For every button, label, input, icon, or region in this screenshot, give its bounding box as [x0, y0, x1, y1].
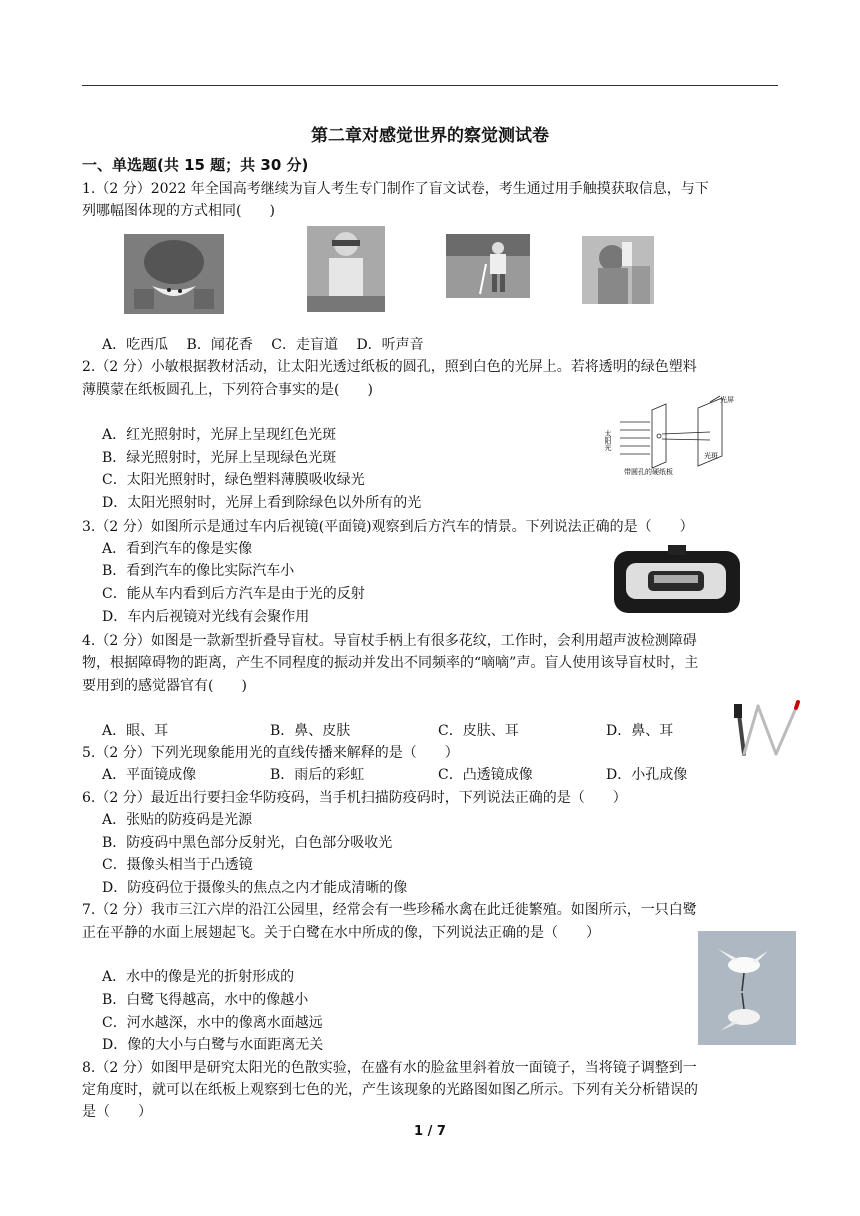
q5-option-a: A．平面镜成像: [102, 767, 197, 783]
q3-line-1: 3.（2 分）如图所示是通过车内后视镜(平面镜)观察到后方汽车的情景。下列说法正确的是（ ）: [82, 519, 694, 535]
q3-mirror-image: [612, 545, 742, 617]
q8-line-3: 是（ ）: [82, 1104, 152, 1120]
q2-option-b: B．绿光照射时，光屏上呈现绿色光斑: [102, 450, 337, 466]
q5-option-d: D．小孔成像: [606, 767, 688, 783]
q4-option-a: A．眼、耳: [102, 723, 169, 739]
q2-line-1: 2.（2 分）小敏根据教材活动，让太阳光透过纸板的圆孔，照到白色的光屏上。若将透明的绿色塑料: [82, 359, 697, 375]
q4-line-3: 要用到的感觉器官有( ): [82, 678, 247, 694]
page-title: 第二章对感觉世界的察觉测试卷: [311, 126, 549, 146]
q4-option-b: B．鼻、皮肤: [270, 723, 351, 739]
q7-option-c: C．河水越深，水中的像离水面越远: [102, 1015, 323, 1031]
q4-option-c: C．皮肤、耳: [438, 723, 519, 739]
q2-option-a: A．红光照射时，光屏上呈现红色光斑: [102, 427, 337, 443]
header-rule: [82, 85, 778, 86]
q3-option-b: B．看到汽车的像比实际汽车小: [102, 563, 295, 579]
q7-option-d: D．像的大小与白鹭与水面距离无关: [102, 1037, 324, 1053]
q2-label-screen: 光屏: [720, 396, 734, 404]
q7-option-a: A．水中的像是光的折射形成的: [102, 969, 295, 985]
q7-egret-image: [698, 931, 796, 1045]
q2-option-c: C．太阳光照射时，绿色塑料薄膜吸收绿光: [102, 472, 365, 488]
q6-line-1: 6.（2 分）最近出行要扫金华防疫码，当手机扫描防疫码时，下列说法正确的是（ ）: [82, 790, 627, 806]
q8-line-1: 8.（2 分）如图甲是研究太阳光的色散实验，在盛有水的脸盆里斜着放一面镜子，当将镜子调整到一: [82, 1060, 697, 1076]
q8-line-2: 定角度时，就可以在纸板上观察到七色的光，产生该现象的光路图如图乙所示。下列有关分析错误的: [82, 1082, 698, 1098]
q3-option-a: A．看到汽车的像是实像: [102, 541, 253, 557]
section-heading: 一、单选题(共 15 题；共 30 分): [82, 156, 309, 174]
q2-option-d: D．太阳光照射时，光屏上看到除绿色以外所有的光: [102, 495, 422, 511]
q4-option-d: D．鼻、耳: [606, 723, 674, 739]
q1-line-1: 1.（2 分）2022 年全国高考继续为盲人考生专门制作了盲文试卷，考生通过用手触摸获取信息，与下: [82, 181, 709, 197]
q6-option-c: C．摄像头相当于凸透镜: [102, 857, 253, 873]
q2-label-sun: 太阳光: [604, 430, 612, 451]
q4-line-2: 物，根据障碍物的距离，产生不同程度的振动并发出不同频率的“嘀嘀”声。盲人使用该导盲杖时，主: [82, 655, 699, 671]
q1-image-blind-path: [446, 234, 530, 298]
q6-option-a: A．张贴的防疫码是光源: [102, 812, 253, 828]
q7-line-1: 7.（2 分）我市三江六岸的沿江公园里，经常会有一些珍稀水禽在此迁徙繁殖。如图所示，一只白鹭: [82, 902, 697, 918]
q1-line-2: 列哪幅图体现的方式相同( ): [82, 203, 275, 219]
q2-label-board: 带圆孔的硬纸板: [624, 468, 673, 476]
q1-image-listen: [582, 236, 654, 304]
q7-line-2: 正在平静的水面上展翅起飞。关于白鹭在水中所成的像，下列说法正确的是（ ）: [82, 925, 600, 941]
q5-option-c: C．凸透镜成像: [438, 767, 533, 783]
q4-line-1: 4.（2 分）如图是一款新型折叠导盲杖。导盲杖手柄上有很多花纹，工作时，会利用超声波检测障碍: [82, 633, 697, 649]
q5-option-b: B．雨后的彩虹: [270, 767, 365, 783]
q2-label-spot: 光斑: [704, 452, 718, 460]
q4-cane-image: [724, 698, 812, 760]
q2-diagram: [600, 392, 740, 476]
q7-option-b: B．白鹭飞得越高，水中的像越小: [102, 992, 309, 1008]
q3-option-c: C．能从车内看到后方汽车是由于光的反射: [102, 586, 365, 602]
q1-image-flower: [307, 226, 385, 312]
q6-option-b: B．防疫码中黑色部分反射光，白色部分吸收光: [102, 835, 393, 851]
q6-option-d: D．防疫码位于摄像头的焦点之内才能成清晰的像: [102, 880, 408, 896]
q5-line-1: 5.（2 分）下列光现象能用光的直线传播来解释的是（ ）: [82, 745, 459, 761]
q1-options: A．吃西瓜 B．闻花香 C．走盲道 D．听声音: [102, 337, 424, 353]
page-number: 1 / 7: [414, 1124, 446, 1139]
q2-line-2: 薄膜蒙在纸板圆孔上，下列符合事实的是( ): [82, 382, 373, 398]
q1-image-watermelon: [124, 234, 224, 314]
q3-option-d: D．车内后视镜对光线有会聚作用: [102, 609, 310, 625]
